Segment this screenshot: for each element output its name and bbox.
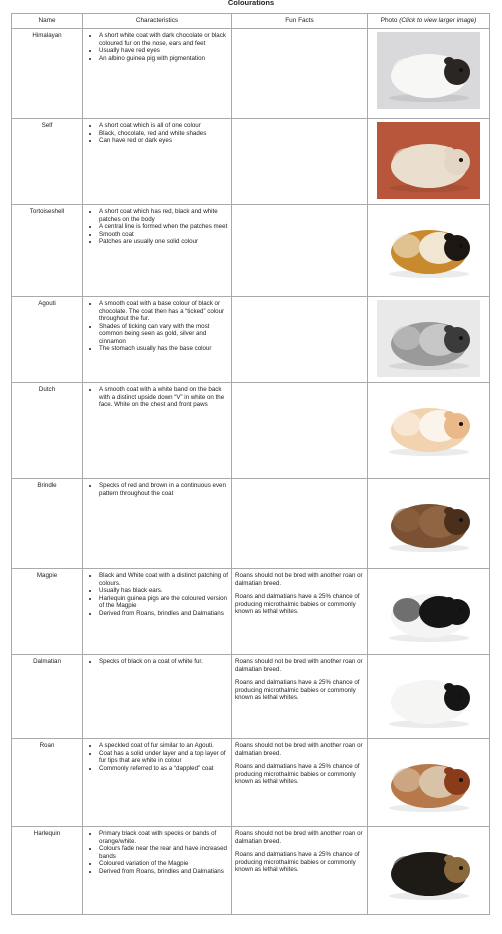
colourations-table xyxy=(11,13,490,915)
himalayan-guinea-pig-photo[interactable] xyxy=(377,32,480,109)
row-fun-facts xyxy=(232,29,368,119)
characteristic-item: • Primary black coat with specks or bands of orange/white. xyxy=(99,830,228,845)
characteristic-item: • Commonly referred to as a “dappled” coat xyxy=(99,765,228,773)
characteristics-list xyxy=(86,482,228,497)
header-photo-label: Photo xyxy=(380,17,398,25)
characteristic-item: • The stomach usually has the base colour xyxy=(99,345,228,353)
row-fun-facts xyxy=(232,739,368,827)
row-photo-cell xyxy=(368,569,490,655)
row-name: Brindle xyxy=(12,479,83,569)
row-fun-facts xyxy=(232,569,368,655)
row-name: Himalayan xyxy=(12,29,83,119)
characteristics-list xyxy=(86,122,228,145)
characteristic-item: • Specks of black on a coat of white fur. xyxy=(99,658,228,666)
characteristic-item: • Smooth coat xyxy=(99,231,228,239)
characteristics-list xyxy=(86,658,228,666)
fun-fact: Roans should not be bred with another roan or dalmatian breed. xyxy=(235,658,363,673)
characteristic-item: • Harlequin guinea pigs are the coloured version of the Magpie xyxy=(99,595,228,610)
table-row xyxy=(12,569,490,655)
row-photo-cell xyxy=(368,383,490,479)
fun-fact: Roans and dalmatians have a 25% chance of producing microthalmic babies or commonly known as lethal whites. xyxy=(235,593,360,616)
fun-fact: Roans should not be bred with another roan or dalmatian breed. xyxy=(235,830,363,845)
characteristic-item: • Can have red or dark eyes xyxy=(99,137,228,145)
row-fun-facts xyxy=(232,655,368,739)
row-characteristics xyxy=(83,739,232,827)
characteristic-item: • Shades of ticking can vary with the most common being seen as gold, silver and cinnamon xyxy=(99,323,228,346)
characteristic-item: • Derived from Roans, brindles and Dalmatians xyxy=(99,610,228,618)
characteristic-item: • A smooth coat with a base colour of black or chocolate. The coat then has a “ticked” colour throughout the fur. xyxy=(99,300,228,323)
self-guinea-pig-photo[interactable] xyxy=(377,122,480,199)
characteristics-list xyxy=(86,742,228,772)
row-photo-cell xyxy=(368,655,490,739)
row-characteristics xyxy=(83,569,232,655)
characteristics-list xyxy=(86,830,228,875)
row-characteristics xyxy=(83,29,232,119)
table-row xyxy=(12,205,490,297)
row-photo-cell xyxy=(368,297,490,383)
brindle-guinea-pig-photo[interactable] xyxy=(377,482,480,559)
row-characteristics xyxy=(83,655,232,739)
row-fun-facts xyxy=(232,119,368,205)
harlequin-guinea-pig-photo[interactable] xyxy=(377,830,480,907)
characteristic-item: • Usually has black ears. xyxy=(99,587,228,595)
row-photo-cell xyxy=(368,739,490,827)
table-row xyxy=(12,383,490,479)
characteristics-list xyxy=(86,300,228,353)
row-fun-facts xyxy=(232,827,368,915)
table-row xyxy=(12,739,490,827)
row-fun-facts xyxy=(232,297,368,383)
characteristic-item: • A short coat which is all of one colour xyxy=(99,122,228,130)
fun-fact: Roans and dalmatians have a 25% chance of producing microthalmic babies or commonly known as lethal whites. xyxy=(235,679,360,702)
fun-fact: Roans should not be bred with another roan or dalmatian breed. xyxy=(235,742,363,757)
characteristic-item: • Black, chocolate, red and white shades xyxy=(99,130,228,138)
characteristic-item: • An albino guinea pig with pigmentation xyxy=(99,55,228,63)
characteristics-list xyxy=(86,572,228,617)
row-name: Dutch xyxy=(12,383,83,479)
fun-fact: Roans should not be bred with another roan or dalmatian breed. xyxy=(235,572,363,587)
characteristics-list xyxy=(86,208,228,246)
magpie-guinea-pig-photo[interactable] xyxy=(377,572,480,649)
table-row xyxy=(12,119,490,205)
fun-fact: Roans and dalmatians have a 25% chance of producing microthalmic babies or commonly known as lethal whites. xyxy=(235,763,360,786)
page-title: Colourations xyxy=(227,0,275,7)
row-photo-cell xyxy=(368,119,490,205)
characteristic-item: • Colours fade near the rear and have increased bands xyxy=(99,845,228,860)
table-row xyxy=(12,29,490,119)
characteristic-item: • A short white coat with dark chocolate or black coloured fur on the nose, ears and feet xyxy=(99,32,228,47)
row-characteristics xyxy=(83,479,232,569)
row-photo-cell xyxy=(368,827,490,915)
row-characteristics xyxy=(83,297,232,383)
characteristics-list xyxy=(86,386,228,409)
characteristic-item: • A short coat which has red, black and white patches on the body xyxy=(99,208,228,223)
characteristic-item: • A speckled coat of fur similar to an Agouti. xyxy=(99,742,228,750)
header-characteristics: Characteristics xyxy=(83,14,232,29)
characteristic-item: • Derived from Roans, brindles and Dalmatians xyxy=(99,868,228,876)
table-header-row xyxy=(12,14,490,29)
row-fun-facts xyxy=(232,383,368,479)
header-fun-facts: Fun Facts xyxy=(232,14,368,29)
row-name: Harlequin xyxy=(12,827,83,915)
row-characteristics xyxy=(83,119,232,205)
row-photo-cell xyxy=(368,205,490,297)
table-row xyxy=(12,655,490,739)
row-characteristics xyxy=(83,383,232,479)
row-name: Dalmatian xyxy=(12,655,83,739)
characteristic-item: • Coloured variation of the Magpie xyxy=(99,860,228,868)
characteristic-item: • Black and White coat with a distinct patching of colours. xyxy=(99,572,228,587)
characteristic-item: • A central line is formed when the patches meet xyxy=(99,223,228,231)
header-photo xyxy=(368,14,490,29)
dalmatian-guinea-pig-photo[interactable] xyxy=(377,658,480,735)
characteristic-item: • Specks of red and brown in a continuous even pattern throughout the coat xyxy=(99,482,228,497)
tortoiseshell-guinea-pig-photo[interactable] xyxy=(377,208,480,285)
table-row xyxy=(12,297,490,383)
characteristic-item: • Patches are usually one solid colour xyxy=(99,238,228,246)
characteristics-list xyxy=(86,32,228,62)
row-name: Tortoiseshell xyxy=(12,205,83,297)
row-characteristics xyxy=(83,827,232,915)
characteristic-item: • Usually have red eyes xyxy=(99,47,228,55)
row-fun-facts xyxy=(232,479,368,569)
row-photo-cell xyxy=(368,29,490,119)
row-name: Self xyxy=(12,119,83,205)
table-row xyxy=(12,479,490,569)
row-photo-cell xyxy=(368,479,490,569)
table-row xyxy=(12,827,490,915)
row-name: Roan xyxy=(12,739,83,827)
row-name: Agouti xyxy=(12,297,83,383)
header-photo-hint: (Click to view larger image) xyxy=(399,17,477,25)
roan-guinea-pig-photo[interactable] xyxy=(377,742,480,819)
agouti-guinea-pig-photo[interactable] xyxy=(377,300,480,377)
row-characteristics xyxy=(83,205,232,297)
characteristic-item: • Coat has a solid under layer and a top layer of fur tips that are white in colour xyxy=(99,750,228,765)
dutch-guinea-pig-photo[interactable] xyxy=(377,386,480,463)
fun-fact: Roans and dalmatians have a 25% chance of producing microthalmic babies or commonly known as lethal whites. xyxy=(235,851,360,874)
characteristic-item: • A smooth coat with a white band on the back with a distinct upside down “V” in white on the face. White on the chest and front paws xyxy=(99,386,228,409)
row-fun-facts xyxy=(232,205,368,297)
row-name: Magpie xyxy=(12,569,83,655)
header-name: Name xyxy=(12,14,83,29)
